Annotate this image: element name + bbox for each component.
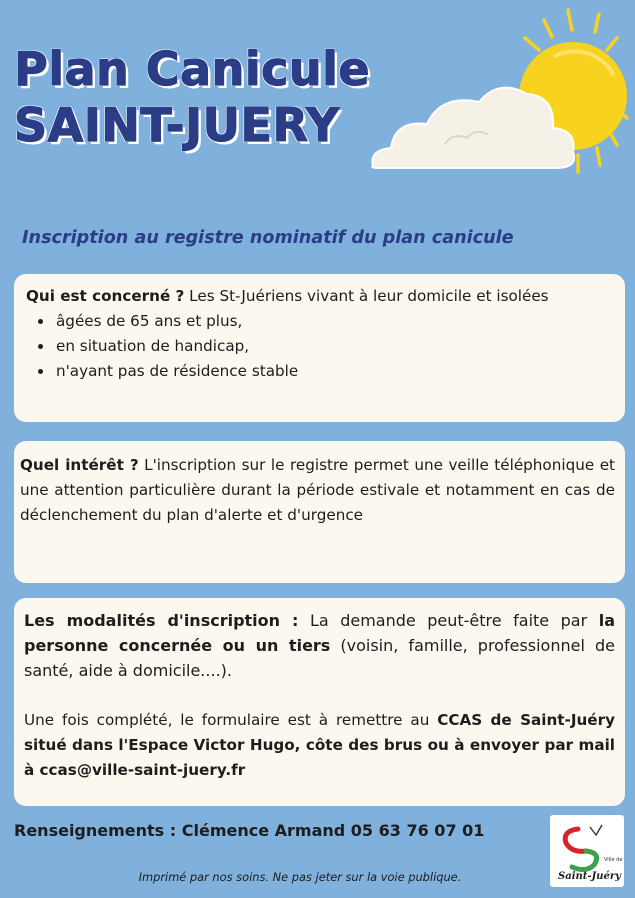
modalities-bold: la personne concernée ou un tiers xyxy=(24,611,615,655)
contact-info: Renseignements : Clémence Armand 05 63 76 07 01 xyxy=(14,821,485,840)
interest-paragraph xyxy=(20,453,615,528)
logo-name-text: Saint-Juéry xyxy=(558,871,621,882)
interest-question: Quel intérêt ? xyxy=(20,456,139,474)
title-line-1: Plan Canicule xyxy=(14,42,371,96)
list-item: • en situation de handicap, xyxy=(54,334,615,359)
logo-small-text: Ville de xyxy=(604,857,623,863)
modalities-heading: Les modalités d'inscription : xyxy=(24,611,299,630)
card-who xyxy=(14,274,625,422)
interest-text: L'inscription sur le registre permet une veille téléphonique et une attention particulière durant la période estivale et notamment en cas de déclenchement du plan d'alerte et d'urgence xyxy=(20,456,615,524)
modalities-paragraph-2 xyxy=(24,708,615,783)
who-question: Qui est concerné ? xyxy=(26,287,185,305)
who-paragraph xyxy=(26,284,615,309)
footer-note: Imprimé par nos soins. Ne pas jeter sur la voie publique. xyxy=(138,870,462,884)
list-item: • n'ayant pas de résidence stable xyxy=(54,359,615,384)
modalities-text: La demande peut-être faite par xyxy=(298,611,599,630)
list-item: • âgées de 65 ans et plus, xyxy=(54,309,615,334)
modalities-paragraph-1 xyxy=(24,608,615,683)
cloud-icon xyxy=(372,88,574,168)
sun-cloud-illustration xyxy=(355,0,635,200)
card-interest xyxy=(14,441,625,583)
modalities-text-2: Une fois complété, le formulaire est à remettre au xyxy=(24,711,438,729)
who-text: Les St-Juériens vivant à leur domicile et isolées xyxy=(184,287,549,305)
modalities-text-end: (voisin, famille, professionnel de santé, aide à domicile....). xyxy=(24,636,615,680)
subtitle: Inscription au registre nominatif du plan canicule xyxy=(22,228,514,248)
card-modalities xyxy=(14,598,625,806)
who-list xyxy=(26,309,615,384)
modalities-bold-2: CCAS de Saint-Juéry situé dans l'Espace Victor Hugo, côte des brus ou à envoyer par mail à ccas@ville-saint-juery.fr xyxy=(24,711,615,779)
title-line-2: SAINT-JUERY xyxy=(14,98,340,152)
